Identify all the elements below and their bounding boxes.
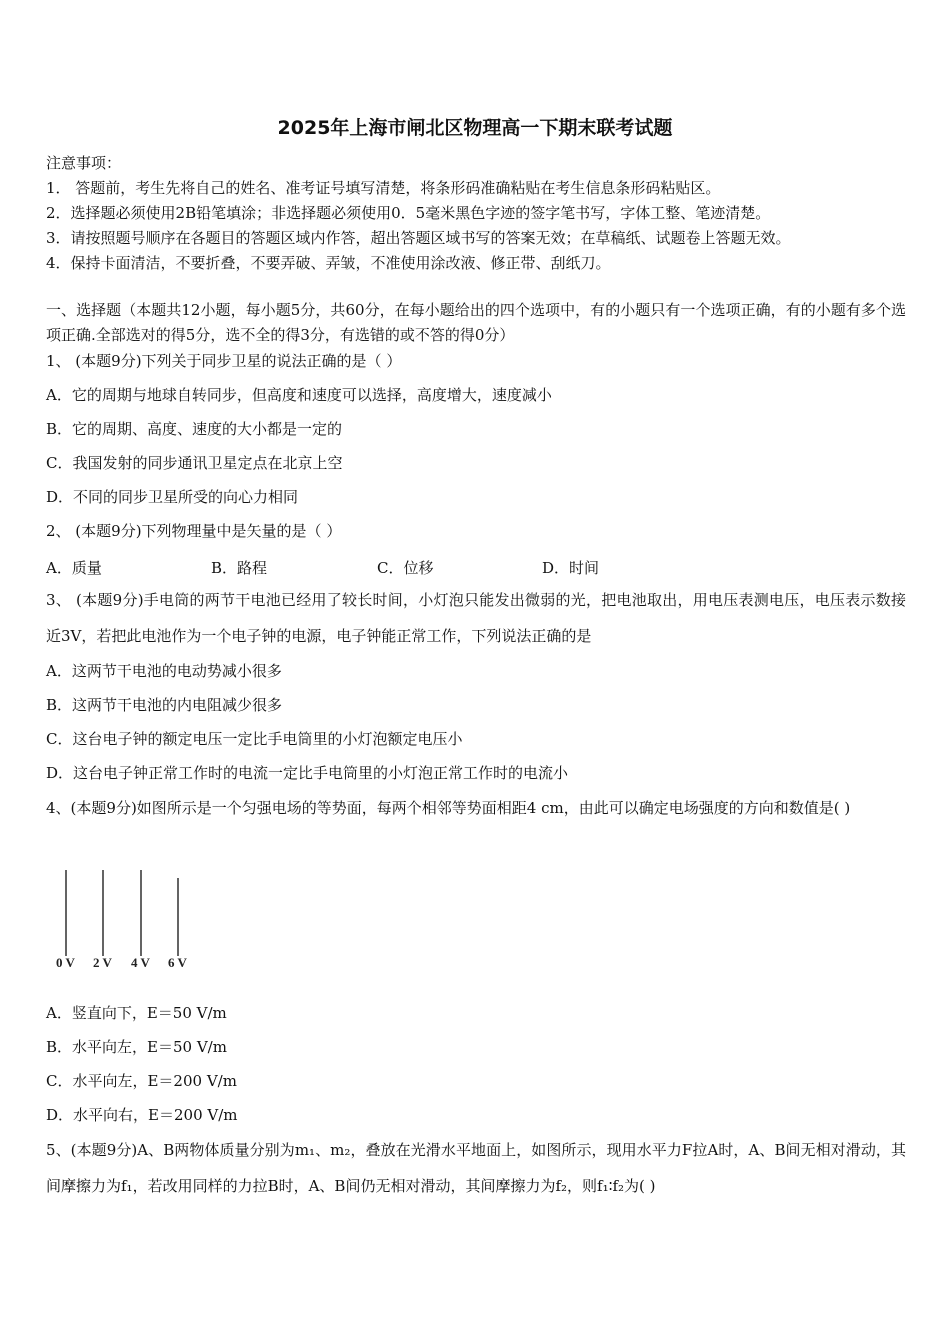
section-heading: 一、选择题（本题共12小题，每小题5分，共60分，在每小题给出的四个选项中，有的小题只有一个选项正确，有的小题有多个选项正确.全部选对的得5分，选不全的得3分，有选错的或不答的得0分） <box>46 301 906 344</box>
q1-option-c: C．我国发射的同步通讯卫星定点在北京上空 <box>46 454 343 472</box>
page-title: 2025年上海市闸北区物理高一下期末联考试题 <box>277 117 673 139</box>
q5-stem: 5、(本题9分)A、B两物体质量分别为m₁、m₂，叠放在光滑水平地面上，如图所示，现用水平力F拉A时，A、B间无相对滑动，其间摩擦力为f₁，若改用同样的力拉B时，A、B间仍无相对滑动，其间摩擦力为f₂，则f₁∶f₂为( ) <box>46 1141 906 1195</box>
q3-option-a: A．这两节干电池的电动势减小很多 <box>46 662 282 680</box>
q1-option-b: B．它的周期、高度、速度的大小都是一定的 <box>46 420 343 438</box>
q2-option-c: C．位移 <box>377 559 434 577</box>
q2-option-a: A．质量 <box>46 559 102 577</box>
notice-heading: 注意事项： <box>46 154 122 172</box>
label-0v: 0 V <box>56 955 75 970</box>
label-4v: 4 V <box>131 955 150 970</box>
q1-option-d: D．不同的同步卫星所受的向心力相同 <box>46 488 299 506</box>
q1-stem: 1、 (本题9分)下列关于同步卫星的说法正确的是（ ） <box>46 352 402 370</box>
q3-option-d: D．这台电子钟正常工作时的电流一定比手电筒里的小灯泡正常工作时的电流小 <box>46 764 569 782</box>
q2-options <box>46 557 906 575</box>
q4-stem: 4、(本题9分)如图所示是一个匀强电场的等势面，每两个相邻等势面相距4 cm，由此可以确定电场强度的方向和数值是( ) <box>46 799 851 817</box>
q1-option-a: A．它的周期与地球自转同步，但高度和速度可以选择，高度增大，速度减小 <box>46 386 552 404</box>
notice-item-3: 3．请按照题号顺序在各题目的答题区域内作答，超出答题区域书写的答案无效；在草稿纸、试题卷上答题无效。 <box>46 229 791 247</box>
equipotential-figure <box>52 866 202 976</box>
label-2v: 2 V <box>93 955 112 970</box>
label-6v: 6 V <box>168 955 187 970</box>
notice-item-1: 1． 答题前，考生先将自己的姓名、准考证号填写清楚，将条形码准确粘贴在考生信息条形码粘贴区。 <box>46 179 721 197</box>
q2-option-b: B．路程 <box>211 559 268 577</box>
q4-option-a: A．竖直向下，E＝50 V/m <box>46 1004 227 1022</box>
q4-option-b: B．水平向左，E＝50 V/m <box>46 1038 227 1056</box>
q3-stem: 3、 (本题9分)手电筒的两节干电池已经用了较长时间，小灯泡只能发出微弱的光，把电池取出，用电压表测电压，电压表示数接近3V，若把此电池作为一个电子钟的电源，电子钟能正常工作，下列说法正确的是 <box>46 591 906 645</box>
q2-option-d: D．时间 <box>542 559 600 577</box>
q2-stem: 2、 (本题9分)下列物理量中是矢量的是（ ） <box>46 522 342 540</box>
notice-item-4: 4．保持卡面清洁，不要折叠，不要弄破、弄皱，不准使用涂改液、修正带、刮纸刀。 <box>46 254 611 272</box>
q3-option-b: B．这两节干电池的内电阻减少很多 <box>46 696 283 714</box>
notice-item-2: 2．选择题必须使用2B铅笔填涂；非选择题必须使用0．5毫米黑色字迹的签字笔书写，字体工整、笔迹清楚。 <box>46 204 771 222</box>
q4-option-d: D．水平向右，E＝200 V/m <box>46 1106 238 1124</box>
q3-option-c: C．这台电子钟的额定电压一定比手电筒里的小灯泡额定电压小 <box>46 730 463 748</box>
q4-option-c: C．水平向左，E＝200 V/m <box>46 1072 237 1090</box>
